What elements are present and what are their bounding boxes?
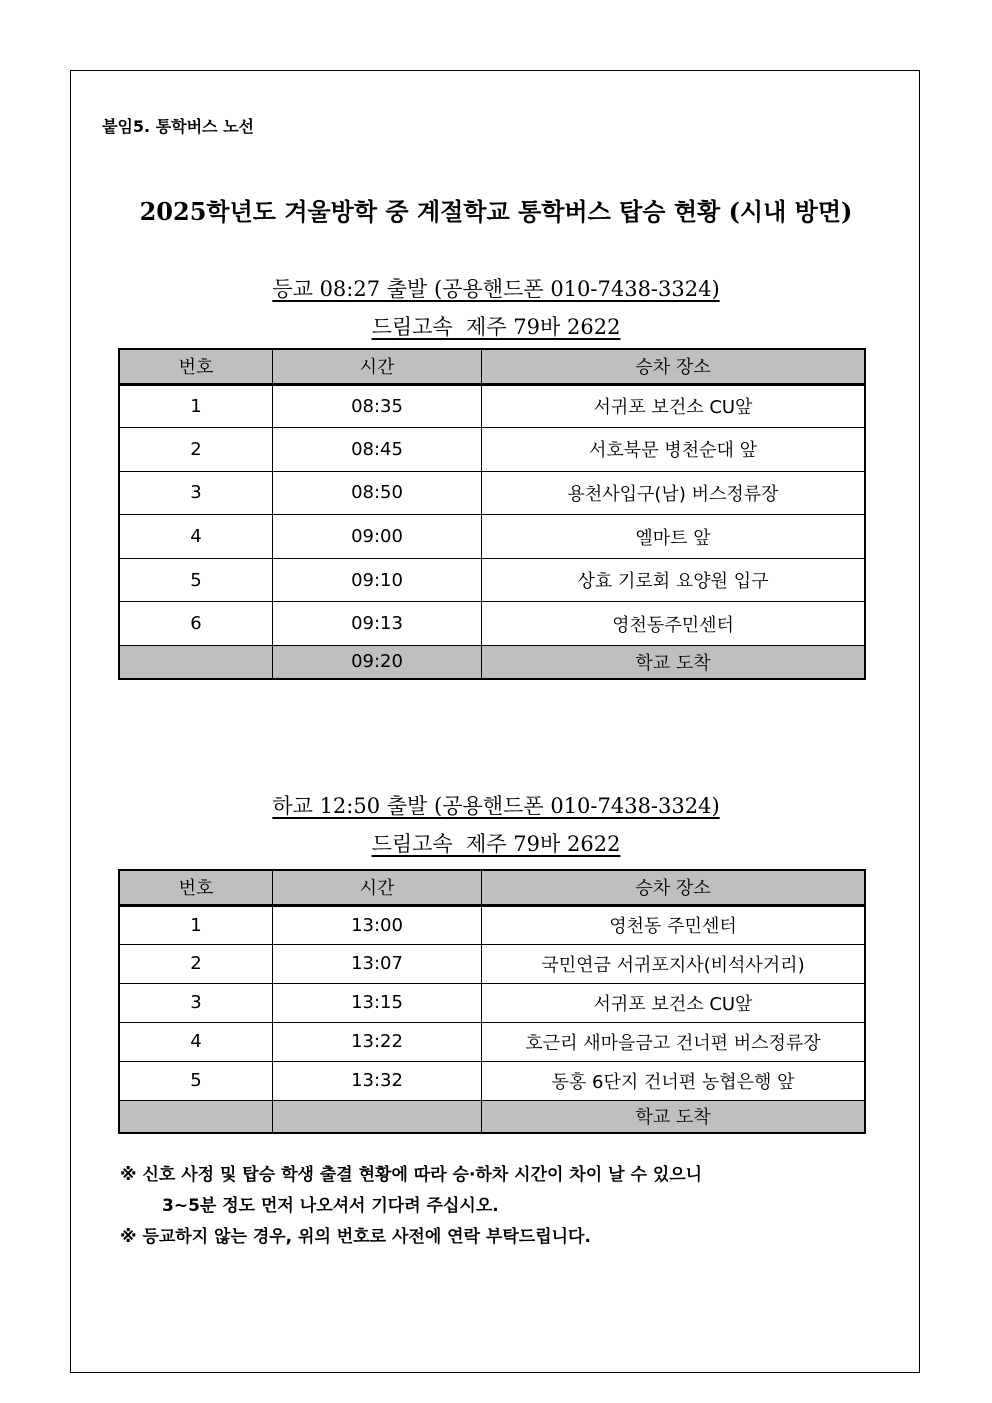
- table-row: [119, 471, 865, 515]
- cell-time: 08:50: [273, 471, 482, 515]
- cell-time: 13:22: [273, 1022, 482, 1061]
- cell-number: 4: [119, 515, 273, 559]
- cell-number: 1: [119, 905, 273, 944]
- cell-place: 국민연금 서귀포지사(비석사거리): [482, 944, 866, 983]
- cell-time: 13:00: [273, 905, 482, 944]
- cell-number: 3: [119, 471, 273, 515]
- note-line: ※ 신호 사정 및 탑승 학생 출결 현황에 따라 승·하차 시간이 차이 날 수 있으니: [120, 1165, 703, 1185]
- table-row: [119, 905, 865, 944]
- afternoon-heading: [0, 790, 992, 820]
- table-row: [119, 558, 865, 602]
- cell-place: 영천동 주민센터: [482, 905, 866, 944]
- cell-time: 09:20: [273, 646, 482, 679]
- table-row: [119, 1022, 865, 1061]
- cell-place: 동홍 6단지 건너편 농협은행 앞: [482, 1061, 866, 1100]
- cell-time: 13:15: [273, 983, 482, 1022]
- note-line: ※ 등교하지 않는 경우, 위의 번호로 사전에 연락 부탁드립니다.: [120, 1227, 591, 1247]
- table-header-row: [119, 870, 865, 905]
- column-header-place: 승차 장소: [482, 349, 866, 384]
- cell-number: 5: [119, 1061, 273, 1100]
- cell-number: 2: [119, 428, 273, 472]
- morning-bus-text: 드림고속 제주 79바 2622: [371, 315, 621, 339]
- cell-time: 08:35: [273, 384, 482, 428]
- column-header-time: 시간: [273, 870, 482, 905]
- cell-time: [273, 1100, 482, 1133]
- cell-time: 08:45: [273, 428, 482, 472]
- cell-place: 서귀포 보건소 CU앞: [482, 384, 866, 428]
- cell-number: 6: [119, 602, 273, 646]
- morning-schedule-table: [118, 348, 866, 680]
- cell-number: [119, 1100, 273, 1133]
- cell-place: 영천동주민센터: [482, 602, 866, 646]
- cell-place: 엘마트 앞: [482, 515, 866, 559]
- table-header-row: [119, 349, 865, 384]
- cell-place: 호근리 새마을금고 건너편 버스정류장: [482, 1022, 866, 1061]
- cell-place: 서호북문 병천순대 앞: [482, 428, 866, 472]
- table-row: [119, 515, 865, 559]
- afternoon-heading-text: 하교 12:50 출발 (공용핸드폰 010-7438-3324): [272, 794, 720, 818]
- arrival-row: [119, 646, 865, 679]
- cell-number: 1: [119, 384, 273, 428]
- table-row: [119, 944, 865, 983]
- notes-section: [120, 1160, 702, 1253]
- cell-time: 09:00: [273, 515, 482, 559]
- cell-place: 학교 도착: [482, 646, 866, 679]
- afternoon-bus: [0, 828, 992, 858]
- morning-bus: [0, 311, 992, 341]
- table-row: [119, 602, 865, 646]
- attachment-label: 붙임5. 통학버스 노선: [102, 117, 254, 136]
- cell-place: 서귀포 보건소 CU앞: [482, 983, 866, 1022]
- cell-time: 09:10: [273, 558, 482, 602]
- cell-number: [119, 646, 273, 679]
- cell-place: 상효 기로회 요양원 입구: [482, 558, 866, 602]
- afternoon-schedule-table: [118, 869, 866, 1134]
- column-header-number: 번호: [119, 870, 273, 905]
- cell-number: 4: [119, 1022, 273, 1061]
- cell-time: 13:32: [273, 1061, 482, 1100]
- morning-heading-text: 등교 08:27 출발 (공용핸드폰 010-7438-3324): [272, 277, 720, 301]
- cell-place: 용천사입구(남) 버스정류장: [482, 471, 866, 515]
- arrival-row: [119, 1100, 865, 1133]
- document-title: 2025학년도 겨울방학 중 계절학교 통학버스 탑승 현황 (시내 방면): [139, 197, 853, 226]
- column-header-number: 번호: [119, 349, 273, 384]
- morning-heading: [0, 273, 992, 303]
- note-line: 3~5분 정도 먼저 나오셔서 기다려 주십시오.: [162, 1196, 499, 1216]
- cell-time: 09:13: [273, 602, 482, 646]
- afternoon-bus-text: 드림고속 제주 79바 2622: [371, 832, 621, 856]
- cell-time: 13:07: [273, 944, 482, 983]
- table-row: [119, 1061, 865, 1100]
- column-header-time: 시간: [273, 349, 482, 384]
- cell-number: 3: [119, 983, 273, 1022]
- cell-place: 학교 도착: [482, 1100, 866, 1133]
- column-header-place: 승차 장소: [482, 870, 866, 905]
- table-row: [119, 428, 865, 472]
- cell-number: 5: [119, 558, 273, 602]
- cell-number: 2: [119, 944, 273, 983]
- table-row: [119, 983, 865, 1022]
- table-row: [119, 384, 865, 428]
